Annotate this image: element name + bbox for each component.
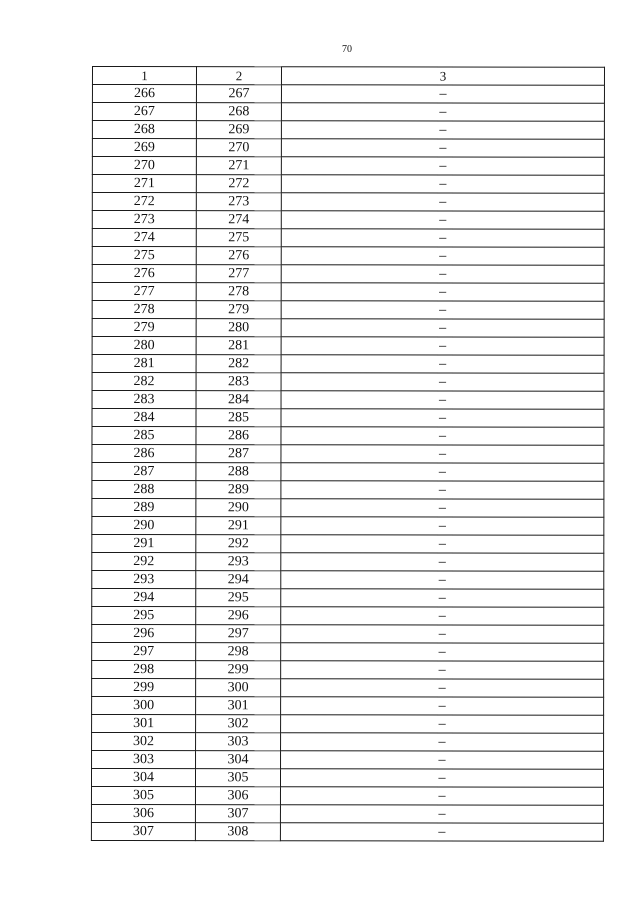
table-cell-col-3: –: [281, 211, 604, 229]
table-cell-col-2: 282: [196, 355, 281, 373]
table-cell-col-3: –: [281, 589, 604, 607]
table-cell-col-1: 287: [92, 463, 196, 481]
table-row: [92, 175, 604, 194]
table-cell-col-3: –: [281, 283, 604, 301]
table-cell-col-2: 304: [196, 751, 281, 769]
table-cell-col-3: –: [281, 733, 604, 751]
table-cell-col-2: 301: [196, 697, 281, 715]
table-row: [92, 643, 604, 662]
table-cell-col-2: 300: [196, 679, 281, 697]
table-cell-col-2: 308: [195, 823, 280, 841]
table-row: [92, 229, 604, 248]
table-row: [92, 247, 604, 266]
table-cell-col-1: 307: [91, 822, 195, 840]
table-row: [92, 589, 604, 608]
table-cell-col-1: 285: [92, 427, 196, 445]
table-row: [92, 625, 604, 644]
table-row: [91, 769, 603, 788]
column-header-1: 1: [92, 67, 196, 85]
table-cell-col-1: 283: [92, 391, 196, 409]
table-cell-col-3: –: [281, 499, 604, 517]
table-cell-col-1: 284: [92, 409, 196, 427]
table-header-row: [92, 67, 604, 86]
table-cell-col-2: 280: [196, 319, 281, 337]
table-cell-col-2: 306: [195, 787, 280, 805]
table-cell-col-2: 291: [196, 517, 281, 535]
table-cell-col-1: 292: [92, 553, 196, 571]
table-cell-col-2: 278: [196, 283, 281, 301]
table-row: [91, 787, 603, 806]
column-header-2: 2: [196, 67, 281, 85]
table-row: [92, 751, 604, 770]
data-table: [91, 66, 605, 842]
table-cell-col-3: –: [281, 265, 604, 283]
table-cell-col-3: –: [281, 229, 604, 247]
table-cell-col-3: –: [281, 85, 604, 103]
page-number: 70: [342, 44, 352, 55]
table-cell-col-2: 267: [196, 85, 281, 103]
table-cell-col-2: 269: [196, 121, 281, 139]
table-cell-col-3: –: [281, 301, 604, 319]
table-cell-col-2: 285: [196, 409, 281, 427]
table-row: [92, 517, 604, 536]
table-cell-col-3: –: [281, 517, 604, 535]
table-cell-col-1: 280: [92, 337, 196, 355]
table-cell-col-3: –: [281, 535, 604, 553]
table-cell-col-1: 290: [92, 517, 196, 535]
table-cell-col-1: 275: [92, 247, 196, 265]
table-cell-col-3: –: [280, 769, 603, 787]
table-cell-col-1: 299: [92, 679, 196, 697]
table-row: [92, 715, 604, 734]
table-cell-col-1: 305: [91, 787, 195, 805]
table-cell-col-2: 296: [196, 607, 281, 625]
table-row: [92, 535, 604, 554]
table-cell-col-2: 275: [196, 229, 281, 247]
table-row: [91, 822, 603, 841]
table-row: [92, 427, 604, 446]
table-row: [91, 805, 603, 824]
table-cell-col-2: 307: [195, 805, 280, 823]
table-cell-col-3: –: [281, 319, 604, 337]
table-cell-col-2: 305: [195, 769, 280, 787]
table-cell-col-3: –: [281, 337, 604, 355]
table-cell-col-3: –: [281, 247, 604, 265]
table-cell-col-1: 282: [92, 373, 196, 391]
table-cell-col-3: –: [281, 355, 604, 373]
table-body: [91, 85, 604, 842]
table-cell-col-3: –: [281, 463, 604, 481]
table-row: [92, 103, 604, 122]
table-cell-col-3: –: [281, 643, 604, 661]
table-cell-col-3: –: [281, 193, 604, 211]
table-cell-col-3: –: [281, 553, 604, 571]
table-cell-col-3: –: [281, 607, 604, 625]
table-cell-col-2: 299: [196, 661, 281, 679]
table-row: [92, 139, 604, 158]
table-cell-col-1: 288: [92, 481, 196, 499]
table-row: [92, 607, 604, 626]
table-cell-col-2: 271: [196, 157, 281, 175]
table-cell-col-2: 284: [196, 391, 281, 409]
table-cell-col-3: –: [281, 661, 604, 679]
table-cell-col-2: 281: [196, 337, 281, 355]
table-row: [92, 553, 604, 572]
table-row: [92, 679, 604, 698]
table-cell-col-2: 289: [196, 481, 281, 499]
table-row: [92, 355, 604, 374]
table-cell-col-1: 289: [92, 499, 196, 517]
table-cell-col-1: 296: [92, 625, 196, 643]
table-cell-col-3: –: [281, 373, 604, 391]
table-cell-col-1: 291: [92, 535, 196, 553]
table-row: [92, 391, 604, 410]
table-cell-col-3: –: [281, 409, 604, 427]
table-row: [92, 481, 604, 500]
table-row: [92, 319, 604, 338]
table-row: [92, 211, 604, 230]
table-cell-col-2: 276: [196, 247, 281, 265]
table-row: [92, 265, 604, 284]
table-row: [92, 499, 604, 518]
table-cell-col-1: 297: [92, 643, 196, 661]
table-row: [92, 571, 604, 590]
table-cell-col-3: –: [281, 679, 604, 697]
table-cell-col-1: 293: [92, 571, 196, 589]
table-row: [92, 445, 604, 464]
table-cell-col-1: 295: [92, 607, 196, 625]
table-row: [92, 337, 604, 356]
table-cell-col-2: 268: [196, 103, 281, 121]
table-cell-col-2: 286: [196, 427, 281, 445]
table-cell-col-3: –: [280, 823, 603, 841]
table-row: [92, 85, 604, 104]
table-cell-col-1: 294: [92, 589, 196, 607]
table-row: [92, 697, 604, 716]
table-cell-col-2: 294: [196, 571, 281, 589]
table-cell-col-1: 281: [92, 355, 196, 373]
table-row: [92, 193, 604, 212]
table-row: [92, 301, 604, 320]
table-cell-col-1: 268: [92, 121, 196, 139]
table-cell-col-1: 270: [92, 157, 196, 175]
table-cell-col-3: –: [281, 697, 604, 715]
table-cell-col-3: –: [281, 139, 604, 157]
table-cell-col-1: 276: [92, 265, 196, 283]
table-cell-col-1: 266: [92, 85, 196, 103]
table-cell-col-1: 303: [92, 751, 196, 769]
table-row: [92, 121, 604, 140]
table-cell-col-2: 292: [196, 535, 281, 553]
table-cell-col-1: 271: [92, 175, 196, 193]
table-cell-col-2: 273: [196, 193, 281, 211]
table-cell-col-1: 298: [92, 661, 196, 679]
table-cell-col-2: 279: [196, 301, 281, 319]
table-cell-col-2: 287: [196, 445, 281, 463]
table-cell-col-2: 272: [196, 175, 281, 193]
table-cell-col-1: 267: [92, 103, 196, 121]
table-cell-col-1: 306: [91, 805, 195, 823]
table-cell-col-1: 273: [92, 211, 196, 229]
table-cell-col-1: 286: [92, 445, 196, 463]
table-cell-col-3: –: [281, 103, 604, 121]
table-cell-col-3: –: [280, 805, 603, 823]
table-cell-col-3: –: [281, 481, 604, 499]
table-cell-col-1: 279: [92, 319, 196, 337]
table-cell-col-2: 283: [196, 373, 281, 391]
table-cell-col-3: –: [280, 787, 603, 805]
table-cell-col-3: –: [281, 445, 604, 463]
table-cell-col-2: 293: [196, 553, 281, 571]
table-cell-col-2: 277: [196, 265, 281, 283]
table-cell-col-2: 303: [196, 733, 281, 751]
table-cell-col-1: 269: [92, 139, 196, 157]
table-row: [92, 661, 604, 680]
table-cell-col-3: –: [281, 391, 604, 409]
table-cell-col-3: –: [281, 751, 604, 769]
table-cell-col-3: –: [281, 427, 604, 445]
table-cell-col-2: 297: [196, 625, 281, 643]
table-row: [92, 157, 604, 176]
table-cell-col-1: 302: [92, 733, 196, 751]
table-row: [92, 409, 604, 428]
table-cell-col-2: 270: [196, 139, 281, 157]
table-cell-col-1: 277: [92, 283, 196, 301]
table-cell-col-2: 288: [196, 463, 281, 481]
table-cell-col-3: –: [281, 121, 604, 139]
table-cell-col-3: –: [281, 157, 604, 175]
table-cell-col-3: –: [281, 625, 604, 643]
table-cell-col-3: –: [281, 175, 604, 193]
table-row: [92, 463, 604, 482]
table-cell-col-1: 278: [92, 301, 196, 319]
table-cell-col-3: –: [281, 571, 604, 589]
table-cell-col-2: 295: [196, 589, 281, 607]
table-cell-col-1: 300: [92, 697, 196, 715]
table-cell-col-2: 274: [196, 211, 281, 229]
table-cell-col-1: 304: [91, 769, 195, 787]
table-row: [92, 733, 604, 752]
table-cell-col-1: 274: [92, 229, 196, 247]
table-row: [92, 283, 604, 302]
table-cell-col-1: 301: [92, 715, 196, 733]
table-cell-col-2: 302: [196, 715, 281, 733]
table-cell-col-1: 272: [92, 193, 196, 211]
table-cell-col-2: 298: [196, 643, 281, 661]
table-cell-col-2: 290: [196, 499, 281, 517]
table-row: [92, 373, 604, 392]
column-header-3: 3: [281, 67, 604, 85]
table-cell-col-3: –: [281, 715, 604, 733]
